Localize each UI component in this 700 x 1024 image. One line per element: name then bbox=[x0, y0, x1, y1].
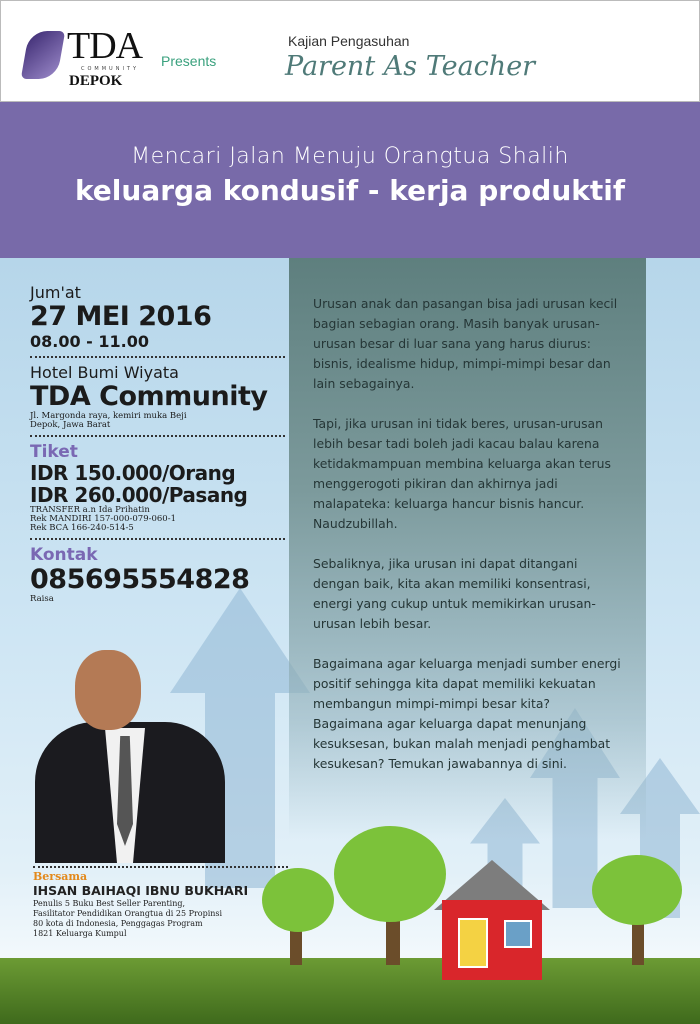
divider bbox=[30, 435, 285, 437]
presents-label: Presents bbox=[161, 53, 217, 69]
event-date: 27 MEI 2016 bbox=[30, 301, 212, 332]
logo-sub: COMMUNITY bbox=[81, 66, 140, 72]
banner-subtitle: Mencari Jalan Menuju Orangtua Shalih bbox=[131, 144, 569, 169]
tree-icon bbox=[262, 868, 334, 932]
speaker-bio: Fasilitator Pendidikan Orangtua di 25 Propinsi bbox=[33, 909, 223, 918]
contact-name: Raisa bbox=[30, 594, 54, 604]
tda-logo bbox=[25, 27, 145, 91]
address-line: Depok, Jawa Barat bbox=[30, 420, 111, 430]
event-venue: Hotel Bumi Wiyata bbox=[30, 363, 179, 382]
program-title: Parent As Teacher bbox=[285, 51, 536, 82]
speaker-bio: 80 kota di Indonesia, Penggagas Program bbox=[33, 919, 203, 928]
paragraph: Tapi, jika urusan ini tidak beres, urusan-urusan lebih besar tadi boleh jadi kacau balau karena ketidakmampuan membina keluarga akan terus menggerogoti pikiran dan akhirnya jadi malapateka: keluarga hancur bisnis hancur. Naudzubillah. bbox=[313, 416, 611, 531]
ticket-price: IDR 260.000/Pasang bbox=[30, 483, 248, 507]
divider bbox=[30, 538, 285, 540]
tree-icon bbox=[592, 855, 682, 925]
paragraph: Sebaliknya, jika urusan ini dapat ditangani dengan baik, kita akan memiliki konsentrasi, energi yang cukup untuk memikirkan urusan-urusan lebih besar. bbox=[313, 556, 596, 631]
event-info bbox=[30, 283, 285, 604]
house-wall bbox=[442, 900, 542, 980]
house-window bbox=[504, 920, 532, 948]
paragraph: Urusan anak dan pasangan bisa jadi urusan kecil bagian sebagian orang. Masih banyak urusan-urusan besar di luar sana yang harus diurus: bisnis, idealisme hidup, mimpi-mimpi besar dan lain sebagainya. bbox=[313, 296, 618, 391]
tree-icon bbox=[334, 826, 446, 922]
title-banner bbox=[0, 102, 700, 258]
event-time: 08.00 - 11.00 bbox=[30, 332, 149, 351]
speaker-bio: Penulis 5 Buku Best Seller Parenting, bbox=[33, 899, 186, 908]
logo-text: TDA bbox=[67, 25, 143, 67]
ticket-price: IDR 150.000/Orang bbox=[30, 461, 236, 485]
event-organizer: TDA Community bbox=[30, 381, 268, 412]
speaker-info bbox=[33, 866, 288, 939]
description-panel bbox=[289, 258, 646, 838]
with-label: Bersama bbox=[33, 870, 88, 883]
house-door bbox=[458, 918, 488, 968]
divider bbox=[30, 356, 285, 358]
speaker-photo bbox=[35, 650, 225, 863]
banner-headline: keluarga kondusif - kerja produktif bbox=[74, 174, 626, 207]
house-icon bbox=[434, 860, 550, 980]
transfer-info: Rek BCA 166-240-514-5 bbox=[30, 523, 134, 533]
hands-logo-icon bbox=[21, 31, 65, 79]
address-line: Jl. Margonda raya, kemiri muka Beji bbox=[30, 411, 187, 421]
event-day: Jum'at bbox=[30, 283, 81, 302]
speaker-bio-block bbox=[33, 899, 288, 939]
grass bbox=[0, 958, 700, 1024]
contact-label: Kontak bbox=[30, 545, 98, 565]
speaker-head bbox=[75, 650, 141, 730]
logo-city: DEPOK bbox=[69, 73, 123, 89]
series-title: Kajian Pengasuhan bbox=[288, 33, 410, 49]
speaker-name: IHSAN BAIHAQI IBNU BUKHARI bbox=[33, 883, 249, 898]
transfer-info: Rek MANDIRI 157-000-079-060-1 bbox=[30, 514, 176, 524]
header bbox=[0, 0, 700, 102]
transfer-info: TRANSFER a.n Ida Prihatin bbox=[30, 505, 150, 515]
contact-phone: 085695554828 bbox=[30, 564, 250, 595]
paragraph: Bagaimana agar keluarga menjadi sumber energi positif sehingga kita dapat memiliki kekuatan membangun mimpi-mimpi besar kita? Bagaimana agar keluarga dapat menunjang kesuksesan, bukan malah menjadi penghambat kesukesan? Temukan jawabannya di sini. bbox=[313, 656, 621, 771]
speaker-bio: 1821 Keluarga Kumpul bbox=[33, 929, 127, 938]
ticket-label: Tiket bbox=[30, 442, 78, 462]
